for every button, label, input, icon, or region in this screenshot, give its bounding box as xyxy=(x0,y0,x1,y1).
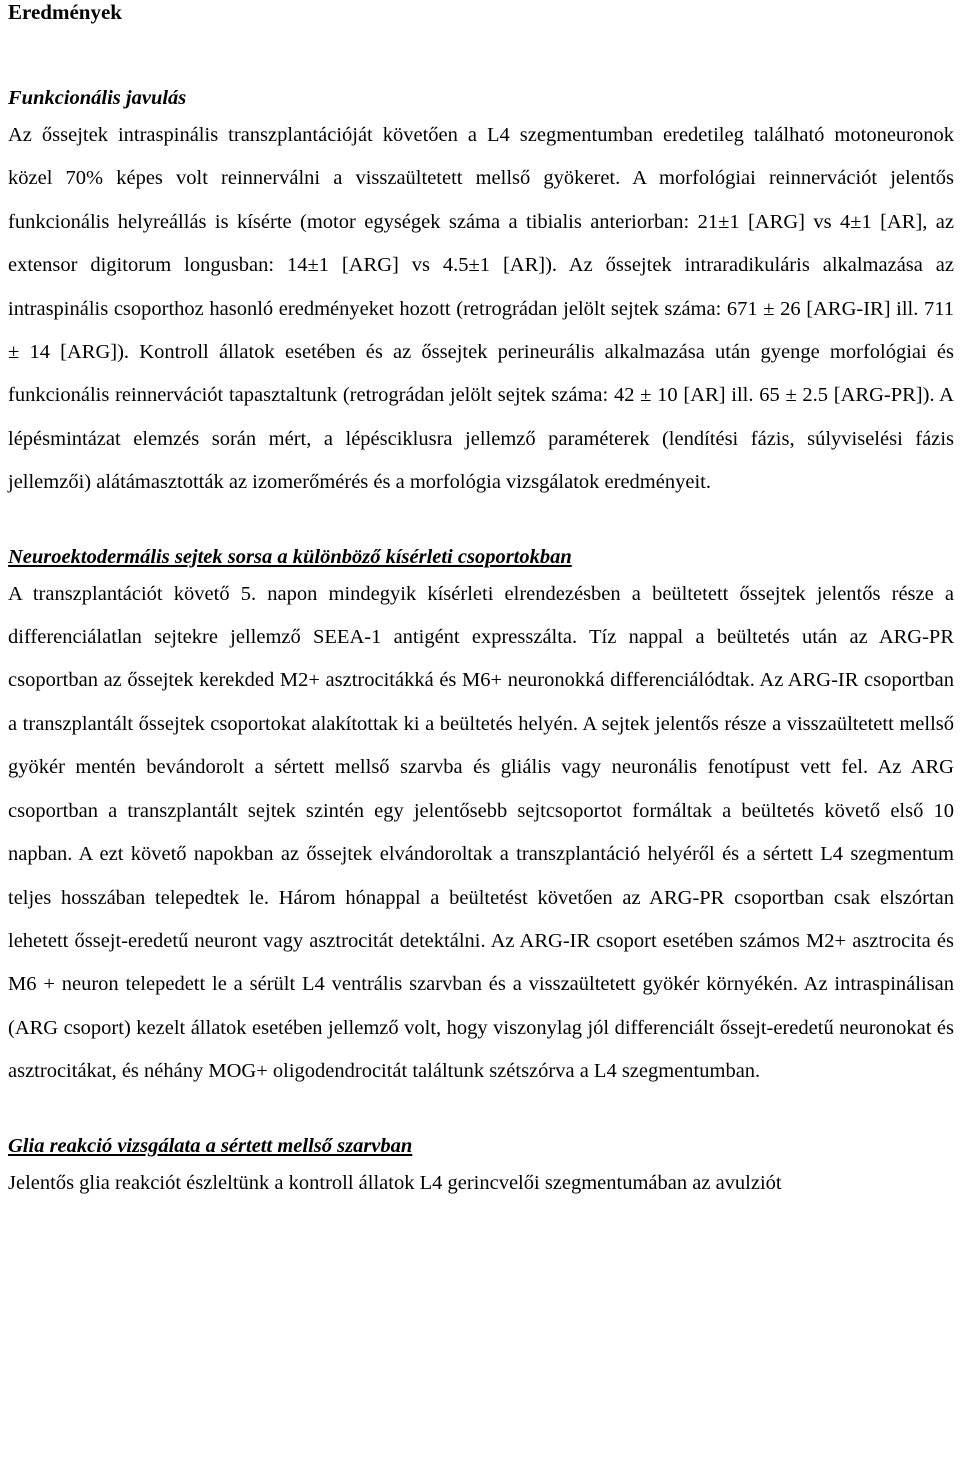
section-heading: Neuroektodermális sejtek sorsa a különböző kísérleti csoportokban xyxy=(8,545,572,568)
paragraph: Az őssejtek intraspinális transzplantációját követően a L4 szegmentumban eredetileg található motoneuronok közel 70% képes volt reinnerválni a visszaültetett mellső gyökeret. A morfológiai reinnervációt jelentős funkcionális helyreállás is kísérte (motor egységek száma a tibialis anteriorban: 21±1 [ARG] vs 4±1 [AR], az extensor digitorum longusban: 14±1 [ARG] vs 4.5±1 [AR]). Az őssejtek intraradikuláris alkalmazása az intraspinális csoporthoz hasonló eredményeket hozott (retrográdan jelölt sejtek száma: 671 ± 26 [ARG-IR] ill. 711 ± 14 [ARG]). Kontroll állatok esetében és az őssejtek perineurális alkalmazása után gyenge morfológiai és funkcionális reinnervációt tapasztaltunk (retrográdan jelölt sejtek száma: 42 ± 10 [AR] ill. 65 ± 2.5 [ARG-PR]). A lépésmintázat elemzés során mért, a lépésciklusra jellemző paraméterek (lendítési fázis, súlyviselési fázis jellemzői) alátámasztották az izomerőmérés és a morfológia vizsgálatok eredményeit. xyxy=(8,124,954,494)
section-functional-improvement xyxy=(8,84,954,505)
section-neuroectodermal-cells xyxy=(8,543,954,1094)
page-title: Eredmények xyxy=(8,0,122,24)
section-glia-reaction xyxy=(8,1132,954,1205)
section-heading: Funkcionális javulás xyxy=(8,87,187,109)
section-heading: Glia reakció vizsgálata a sértett mellső szarvban xyxy=(8,1134,413,1157)
paragraph: Jelentős glia reakciót észleltünk a kontroll állatok L4 gerincvelői szegmentumában az avulziót xyxy=(8,1171,782,1194)
spacer xyxy=(8,24,954,84)
paragraph: A transzplantációt követő 5. napon mindegyik kísérleti elrendezésben a beültetett őssejtek jelentős része a differenciálatlan sejtekre jellemző SEEA-1 antigént expresszálta. Tíz nappal a beültetés után az ARG-PR csoportban az őssejtek kerekded M2+ asztrocitákká és M6+ neuronokká differenciálódtak. Az ARG-IR csoportban a transzplantált őssejtek csoportokat alakítottak ki a beültetés helyén. A sejtek jelentős része a visszaültetett mellső gyökér mentén bevándorolt a sértett mellső szarvba és gliális vagy neuronális fenotípust vett fel. Az ARG csoportban a transzplantált sejtek szintén egy jelentősebb sejtcsoportot formáltak a beültetés követő első 10 napban. A ezt követő napokban az őssejtek elvándoroltak a transzplantáció helyéről és a sértett L4 szegmentum teljes hosszában telepedtek le. Három hónappal a beültetést követően az ARG-PR csoportban csak elszórtan lehetett őssejt-eredetű neuront vagy asztrocitát detektálni. Az ARG-IR csoport esetében számos M2+ asztrocita és M6 + neuron telepedett le a sérült L4 ventrális szarvban és a visszaültetett gyökér környékén. Az intraspinálisan (ARG csoport) kezelt állatok esetében jellemző volt, hogy viszonylag jól differenciált őssejt-eredetű neuronokat és asztrocitákat, és néhány MOG+ oligodendrocitát találtunk szétszórva a L4 szegmentumban. xyxy=(8,582,954,1083)
spacer xyxy=(8,505,954,543)
spacer xyxy=(8,1094,954,1132)
